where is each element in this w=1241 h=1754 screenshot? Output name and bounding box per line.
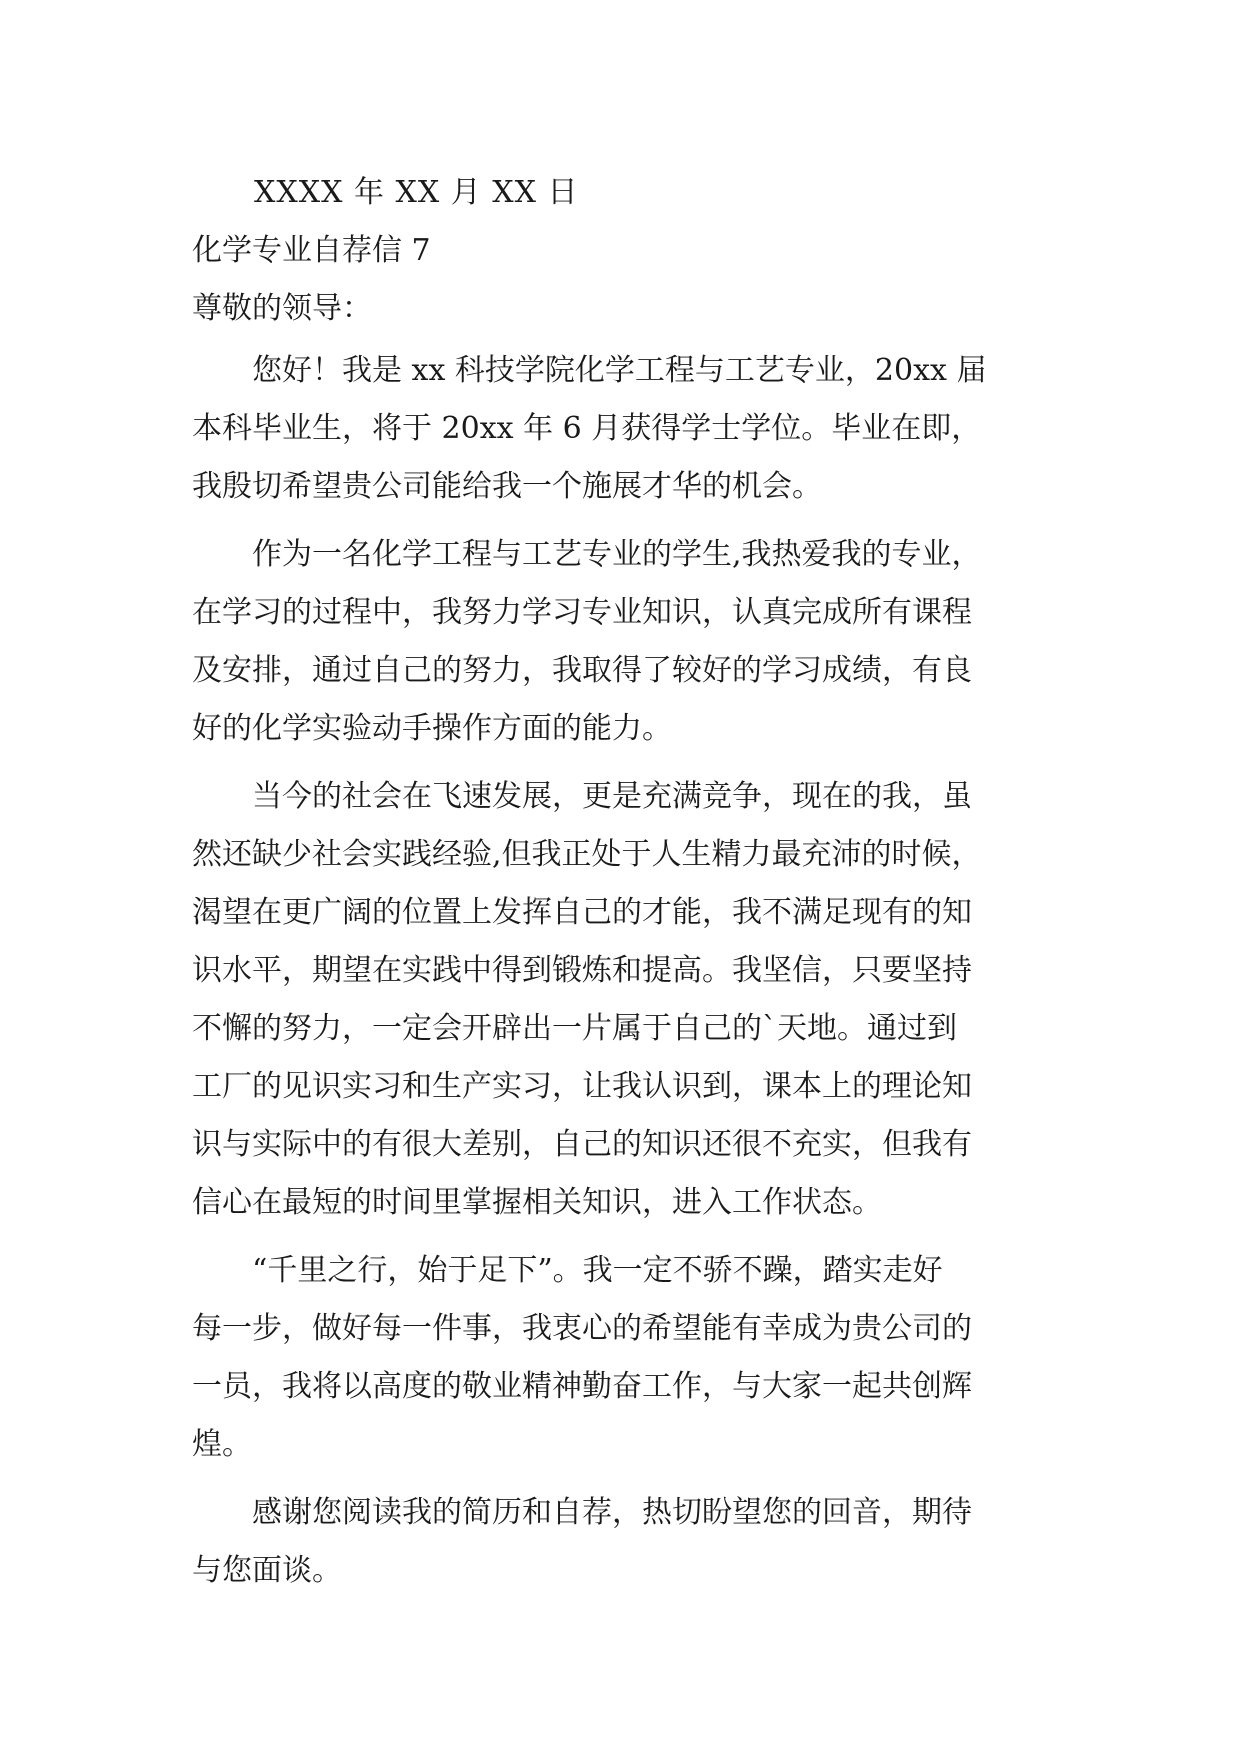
paragraph-line: “千里之行，始于足下”。我一定不骄不躁，踏实走好	[192, 1253, 943, 1288]
paragraph-line: 识水平，期望在实践中得到锻炼和提高。我坚信，只要坚持	[192, 953, 972, 988]
paragraph-line: 每一步，做好每一件事，我衷心的希望能有幸成为贵公司的	[192, 1311, 972, 1346]
paragraph-line: 工厂的见识实习和生产实习，让我认识到，课本上的理论知	[192, 1069, 972, 1104]
paragraph-intro	[192, 342, 1054, 516]
paragraph-closing	[192, 1484, 1054, 1600]
paragraph-line: 好的化学实验动手操作方面的能力。	[192, 711, 672, 746]
paragraph-line: 一员，我将以高度的敬业精神勤奋工作，与大家一起共创辉	[192, 1369, 972, 1404]
letter-body	[192, 164, 1054, 1600]
letter-title: 化学专业自荐信 7	[192, 233, 431, 268]
letter-salutation: 尊敬的领导：	[192, 291, 372, 326]
paragraph-study	[192, 526, 1054, 758]
paragraph-line: 感谢您阅读我的简历和自荐，热切盼望您的回音，期待	[192, 1495, 972, 1530]
paragraph-line: 作为一名化学工程与工艺专业的学生,我热爱我的专业，	[192, 537, 982, 572]
paragraph-line: 及安排，通过自己的努力，我取得了较好的学习成绩，有良	[192, 653, 972, 688]
paragraph-line: 煌。	[192, 1427, 252, 1462]
paragraph-line: 渴望在更广阔的位置上发挥自己的才能，我不满足现有的知	[192, 895, 972, 930]
letter-date: XXXX 年 XX 月 XX 日	[254, 175, 579, 210]
paragraph-society	[192, 768, 1054, 1232]
paragraph-line: 我殷切希望贵公司能给我一个施展才华的机会。	[192, 469, 822, 504]
paragraph-resolve	[192, 1242, 1054, 1474]
paragraph-line: 然还缺少社会实践经验,但我正处于人生精力最充沛的时候，	[192, 837, 982, 872]
paragraph-line: 不懈的努力，一定会开辟出一片属于自己的`天地。通过到	[192, 1011, 957, 1046]
paragraph-line: 您好！我是 xx 科技学院化学工程与工艺专业，20xx 届	[192, 353, 987, 388]
paragraph-line: 本科毕业生，将于 20xx 年 6 月获得学士学位。毕业在即，	[192, 411, 982, 446]
paragraph-line: 与您面谈。	[192, 1553, 342, 1588]
paragraph-line: 在学习的过程中，我努力学习专业知识，认真完成所有课程	[192, 595, 972, 630]
paragraph-line: 信心在最短的时间里掌握相关知识，进入工作状态。	[192, 1185, 882, 1220]
paragraph-line: 识与实际中的有很大差别，自己的知识还很不充实，但我有	[192, 1127, 972, 1162]
paragraph-line: 当今的社会在飞速发展，更是充满竞争，现在的我，虽	[192, 779, 972, 814]
